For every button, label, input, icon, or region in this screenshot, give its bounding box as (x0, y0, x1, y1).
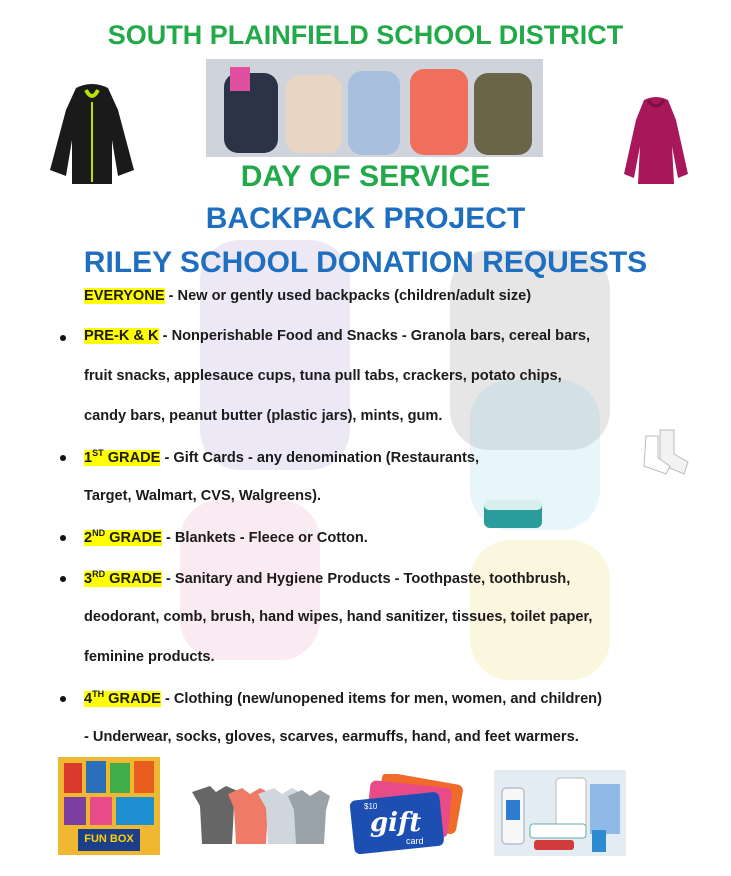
bullet (60, 535, 66, 541)
bullet (60, 576, 66, 582)
gift-card-image (348, 774, 464, 856)
blanket-image (480, 492, 546, 532)
list-item-prek (84, 328, 590, 344)
project-title: BACKPACK PROJECT (205, 202, 526, 235)
list-item-3rd-grade (84, 569, 570, 587)
list-item-3rd-cont-1: deodorant, comb, brush, hand wipes, hand sanitizer, tissues, toilet paper, (84, 609, 593, 625)
socks-image (640, 428, 692, 476)
item-text: - Blankets - Fleece or Cotton. (161, 530, 368, 546)
item-text: - Sanitary and Hygiene Products - Toothpaste, toothbrush, (161, 571, 571, 587)
clothing-image (188, 782, 332, 848)
item-text: - Nonperishable Food and Snacks - Granola bars, cereal bars, (158, 328, 591, 344)
bullet (60, 455, 66, 461)
list-item-4th-grade (84, 689, 602, 707)
gift-card-sub: card (406, 836, 424, 846)
item-text: - Gift Cards - any denomination (Restaurants, (160, 450, 480, 466)
list-item-3rd-cont-2: feminine products. (84, 649, 215, 665)
list-item-everyone (84, 288, 531, 304)
grade-label: 4TH GRADE (84, 689, 161, 707)
list-item-prek-cont-1: fruit snacks, applesauce cups, tuna pull tabs, crackers, potato chips, (84, 368, 562, 384)
snack-box-image (58, 757, 160, 855)
list-item-prek-cont-2: candy bars, peanut butter (plastic jars), mints, gum. (84, 408, 443, 424)
backpacks-image (206, 59, 543, 157)
grade-label: 3RD GRADE (84, 569, 162, 587)
item-text: - New or gently used backpacks (children/adult size) (164, 288, 532, 304)
grade-label: 1ST GRADE (84, 448, 161, 466)
gift-card-value: $10 (364, 802, 378, 811)
snack-box-label: FUN BOX (84, 833, 134, 845)
backpacks-photo (206, 59, 543, 157)
list-item-1st-grade (84, 448, 479, 466)
item-text: - Clothing (new/unopened items for men, women, and children) (160, 691, 602, 707)
requests-title: RILEY SCHOOL DONATION REQUESTS (83, 246, 648, 279)
hygiene-products-image (494, 770, 626, 856)
bullet (60, 335, 66, 341)
grade-label: EVERYONE (84, 288, 165, 304)
list-item-1st-cont-1: Target, Walmart, CVS, Walgreens). (84, 488, 322, 504)
event-title: DAY OF SERVICE (240, 160, 491, 193)
list-item-2nd-grade (84, 528, 368, 546)
grade-label: 2ND GRADE (84, 528, 162, 546)
grade-label: PRE-K & K (84, 328, 159, 344)
district-title: SOUTH PLAINFIELD SCHOOL DISTRICT (107, 20, 624, 50)
list-item-4th-cont-1: - Underwear, socks, gloves, scarves, earmuffs, hand, and feet warmers. (84, 729, 579, 745)
gift-card-word: gift (370, 808, 422, 838)
bullet (60, 696, 66, 702)
